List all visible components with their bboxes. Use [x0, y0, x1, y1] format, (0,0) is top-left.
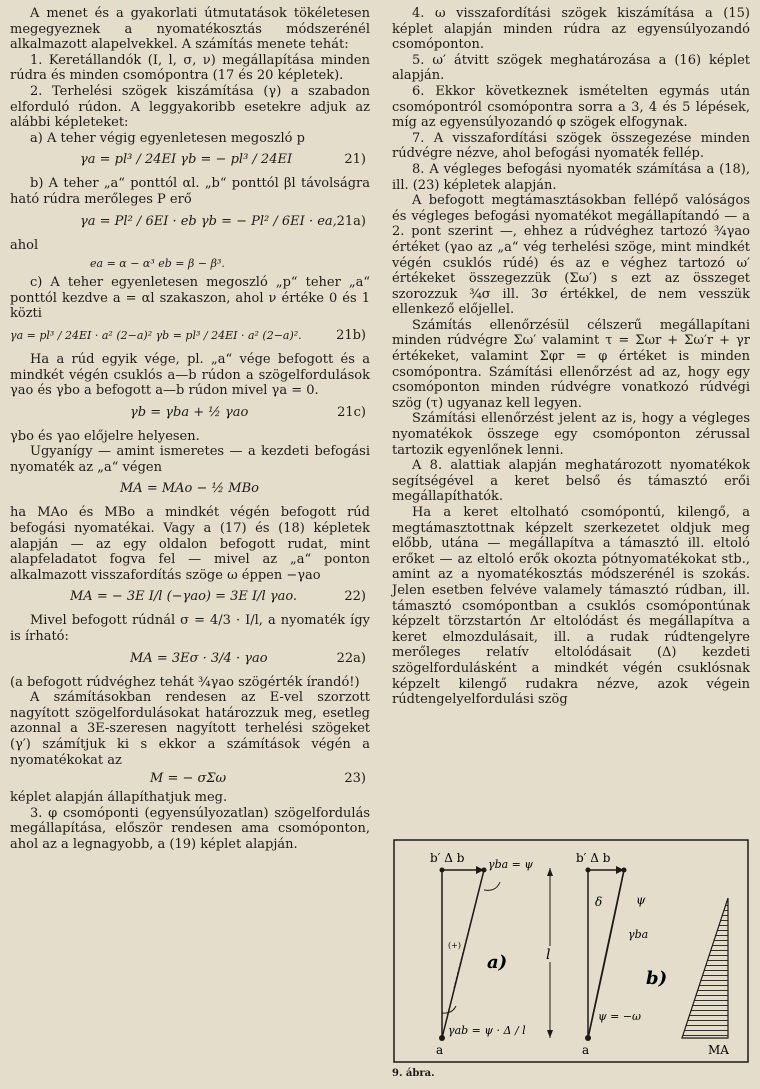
paragraph: A menet és a gyakorlati útmutatások tökéletesen megegyeznek a nyomatékosztás módszerénél alkalmazott alapelvekkel. A számítás menete tehát: [10, 6, 370, 53]
paragraph: A számításokban rendesen az E-vel szorzott nagyított szögelfordulásokat határozzuk meg, esetleg azonnal a 3E-szeresen nagyított terhelési szögeket (γ′) számítjuk ki s ekkor a számítások végén a nyomatékokat az [10, 690, 370, 768]
paragraph: Ugyanígy — amint ismeretes — a kezdeti befogási nyomaték az „a“ végen [10, 444, 370, 475]
node-a-b [585, 1035, 591, 1041]
equation-21: γa = pl³ / 24EI γb = − pl³ / 24EI 21) [80, 152, 366, 168]
paragraph: 8. A végleges befogási nyomaték számítása a (18), ill. (23) képletek alapján. [392, 161, 750, 193]
label-psi-omega: ψ = −ω [598, 1010, 642, 1023]
label-plus: (+) [448, 941, 461, 950]
equation-22a: MA = 3Eσ · 3/4 · γao 22a) [130, 650, 366, 666]
label-psi: ψ [636, 893, 646, 907]
frame-diagram [392, 838, 750, 1064]
paragraph: γbo és γao előjelre helyesen. [10, 428, 200, 444]
paragraph: (a befogott rúdvéghez tehát ¾γao szögérték írandó!) [10, 674, 360, 690]
node-b-a [482, 868, 487, 873]
label-b-prime-delta-b-a: b′ Δ b [430, 851, 465, 865]
label-gamma-ab: γab = ψ · Δ / l [448, 1024, 526, 1037]
equation-21b: γa = pl³ / 24EI · a² (2−a)² γb = pl³ / 24EI · a² (2−a)². 21b) [10, 327, 366, 343]
paragraph: képlet alapján állapíthatjuk meg. [10, 790, 228, 806]
equation-21c: γb = γba + ½ γao 21c) [130, 404, 366, 420]
paragraph: Mivel befogott rúdnál σ = 4/3 · I/l, a nyomaték így is írható: [10, 613, 370, 645]
paragraph: a) A teher végig egyenletesen megoszló p [30, 130, 305, 146]
dim-arrow-bottom [547, 1030, 553, 1038]
paragraph: 7. A visszafordítási szögek összegezése minden rúdvégre nézve, ahol befogási nyomaték fellép. [392, 130, 750, 162]
node-b-prime-a [440, 868, 445, 873]
label-gamma-ba: γba = ψ [488, 858, 534, 871]
paragraph: c) A teher egyenletesen megoszló „p“ teher „a“ ponttól kezdve a = αl szakaszon, ahol ν értéke 0 és 1 közti [10, 275, 370, 322]
paragraph: Számítási ellenőrzést jelent az is, hogy a végleges nyomatékok összege egy csomóponton zérussal tartozik egyenlőnek lenni. [392, 411, 750, 458]
equation-23: M = − σΣω 23) [150, 771, 366, 787]
left-column [10, 6, 370, 853]
equation-MA: MA = MAo − ½ MBo [120, 481, 259, 497]
label-length-l: l [546, 947, 551, 963]
right-column [392, 6, 750, 708]
equation-21a-aux: ea = α − α³ eb = β − β³. [90, 257, 225, 271]
label-node-a-b: a [582, 1043, 590, 1057]
label-diagram-a: a) [487, 952, 508, 973]
figure-9 [392, 838, 750, 1083]
label-moment-MA: MA [708, 1043, 729, 1057]
paragraph: b) A teher „a“ ponttól αl. „b“ ponttól βl távolságra ható rúdra merőleges P erő [10, 176, 370, 207]
node-b-prime-b [586, 868, 591, 873]
paragraph: Ha a rúd egyik vége, pl. „a“ vége befogott és a mindkét végén csuklós a—b rúdon a szögelfordulások γao és γbo a befogott a—b rúdon mivel γa = 0. [10, 351, 370, 399]
paragraph: 1. Keretállandók (I, l, σ, ν) megállapítása minden rúdra és minden csomópontra (17 és 20 képletek). [10, 52, 370, 84]
label-node-a-a: a [436, 1043, 444, 1057]
node-a-a [439, 1035, 445, 1041]
moment-diagram [682, 898, 728, 1038]
angle-arc-gba [484, 882, 500, 890]
paragraph: ha MAo és MBo a mindkét végén befogott rúd befogási nyomatékai. Vagy a (17) és (18) képletek alapján — az egy oldalon befogott rudat, mint alapfeladatot fogva fel — mivel az „a“ ponton alkalmazott visszafordítás szöge ω éppen −γao [10, 505, 370, 583]
paragraph: 6. Ekkor következnek ismételten egymás után csomópontról csomópontra sorra a 3, 4 és 5 lépések, míg az egyensúlyozandó φ szögek elfogynak. [392, 83, 750, 131]
label-b-prime-delta-b-b: b′ Δ b [576, 851, 611, 865]
figure-caption: 9. ábra. [392, 1068, 435, 1079]
paragraph: 5. ω′ átvitt szögek meghatározása a (16) képlet alapján. [392, 52, 750, 84]
paragraph: ahol [10, 237, 39, 253]
equation-22: MA = − 3E I/l (−γao) = 3E I/l γao. 22) [70, 589, 366, 605]
label-gamma-ba-b: γba [628, 928, 649, 941]
label-delta: δ [595, 895, 603, 909]
dim-arrow-top [547, 868, 553, 876]
paragraph: 4. ω visszafordítási szögek kiszámítása a (15) képlet alapján minden rúdra az egyensúlyozandó csomóponton. [392, 6, 750, 53]
paragraph: Számítás ellenőrzésül célszerű megállapítani minden rúdvégre Σω′ valamint τ = Σωr + Σω′r + γr értékeket, valamint Σφr = φ értéket is minden csomópontra. Számítási ellenőrzést ad az, hogy egy csomóponton minden rúdvégre vonatkozó rúdvégi szög (τ) ugyanaz kell legyen. [392, 317, 750, 411]
paragraph: 2. Terhelési szögek kiszámítása (γ) a szabadon elforduló rúdon. A leggyakoribb esetekre adjuk az alábbi képleteket: [10, 83, 370, 131]
paragraph: A 8. alattiak alapján meghatározott nyomatékok segítségével a keret belső és támasztó erői megállapíthatók. [392, 458, 750, 505]
node-b-b [622, 868, 627, 873]
paragraph: Ha a keret eltolható csomópontú, kilengő, a megtámasztottnak képzelt szerkezetet oldjuk meg előbb, utána — megállapítva a támasztó ill. eltoló erőket — az eltoló erők okozta pótnyomatékokat stb., amint az a nyomatékosztás módszerénél is szokás. Jelen esetben felvéve valamely támasztó rúdban, ill. támasztó csomópontban a csuklós csomópontúnak képzelt törzstartón Δr eltolódást és megállapítva a keret elmozdulásait, ill. a rudak rúdtengelyre merőleges relatív eltolódásait (Δ) kezdeti szögelfordulásként a mindkét végén csuklósnak képzelt kilengő rudakra nézve, azok végein rúdtengelyelfordulási szög [392, 505, 750, 708]
equation-21a: γa = Pl² / 6EI · eb γb = − Pl² / 6EI · ea, 21a) [80, 213, 366, 229]
paragraph: 3. φ csomóponti (egyensúlyozatlan) szögelfordulás megállapítása, először rendesen ama csomóponton, ahol az a legnagyobb, a (19) képlet alapján. [10, 805, 370, 852]
paragraph: A befogott megtámasztásokban fellépő valóságos és végleges befogási nyomatékot megállapítandó — a 2. pont szerint —, ehhez a rúdvéghez tartozó ¾γao értéket (γao az „a“ vég terhelési szöge, mint mindkét végén csuklós rúdé) és az e véghez tartozó ω′ értékeket összegezzük (Σω′) s ezt az összeget szorozzuk ¾σ ill. 3σ értékkel, de nem vesszük ellenkező előjellel. [392, 193, 750, 318]
label-diagram-b: b) [646, 968, 668, 989]
